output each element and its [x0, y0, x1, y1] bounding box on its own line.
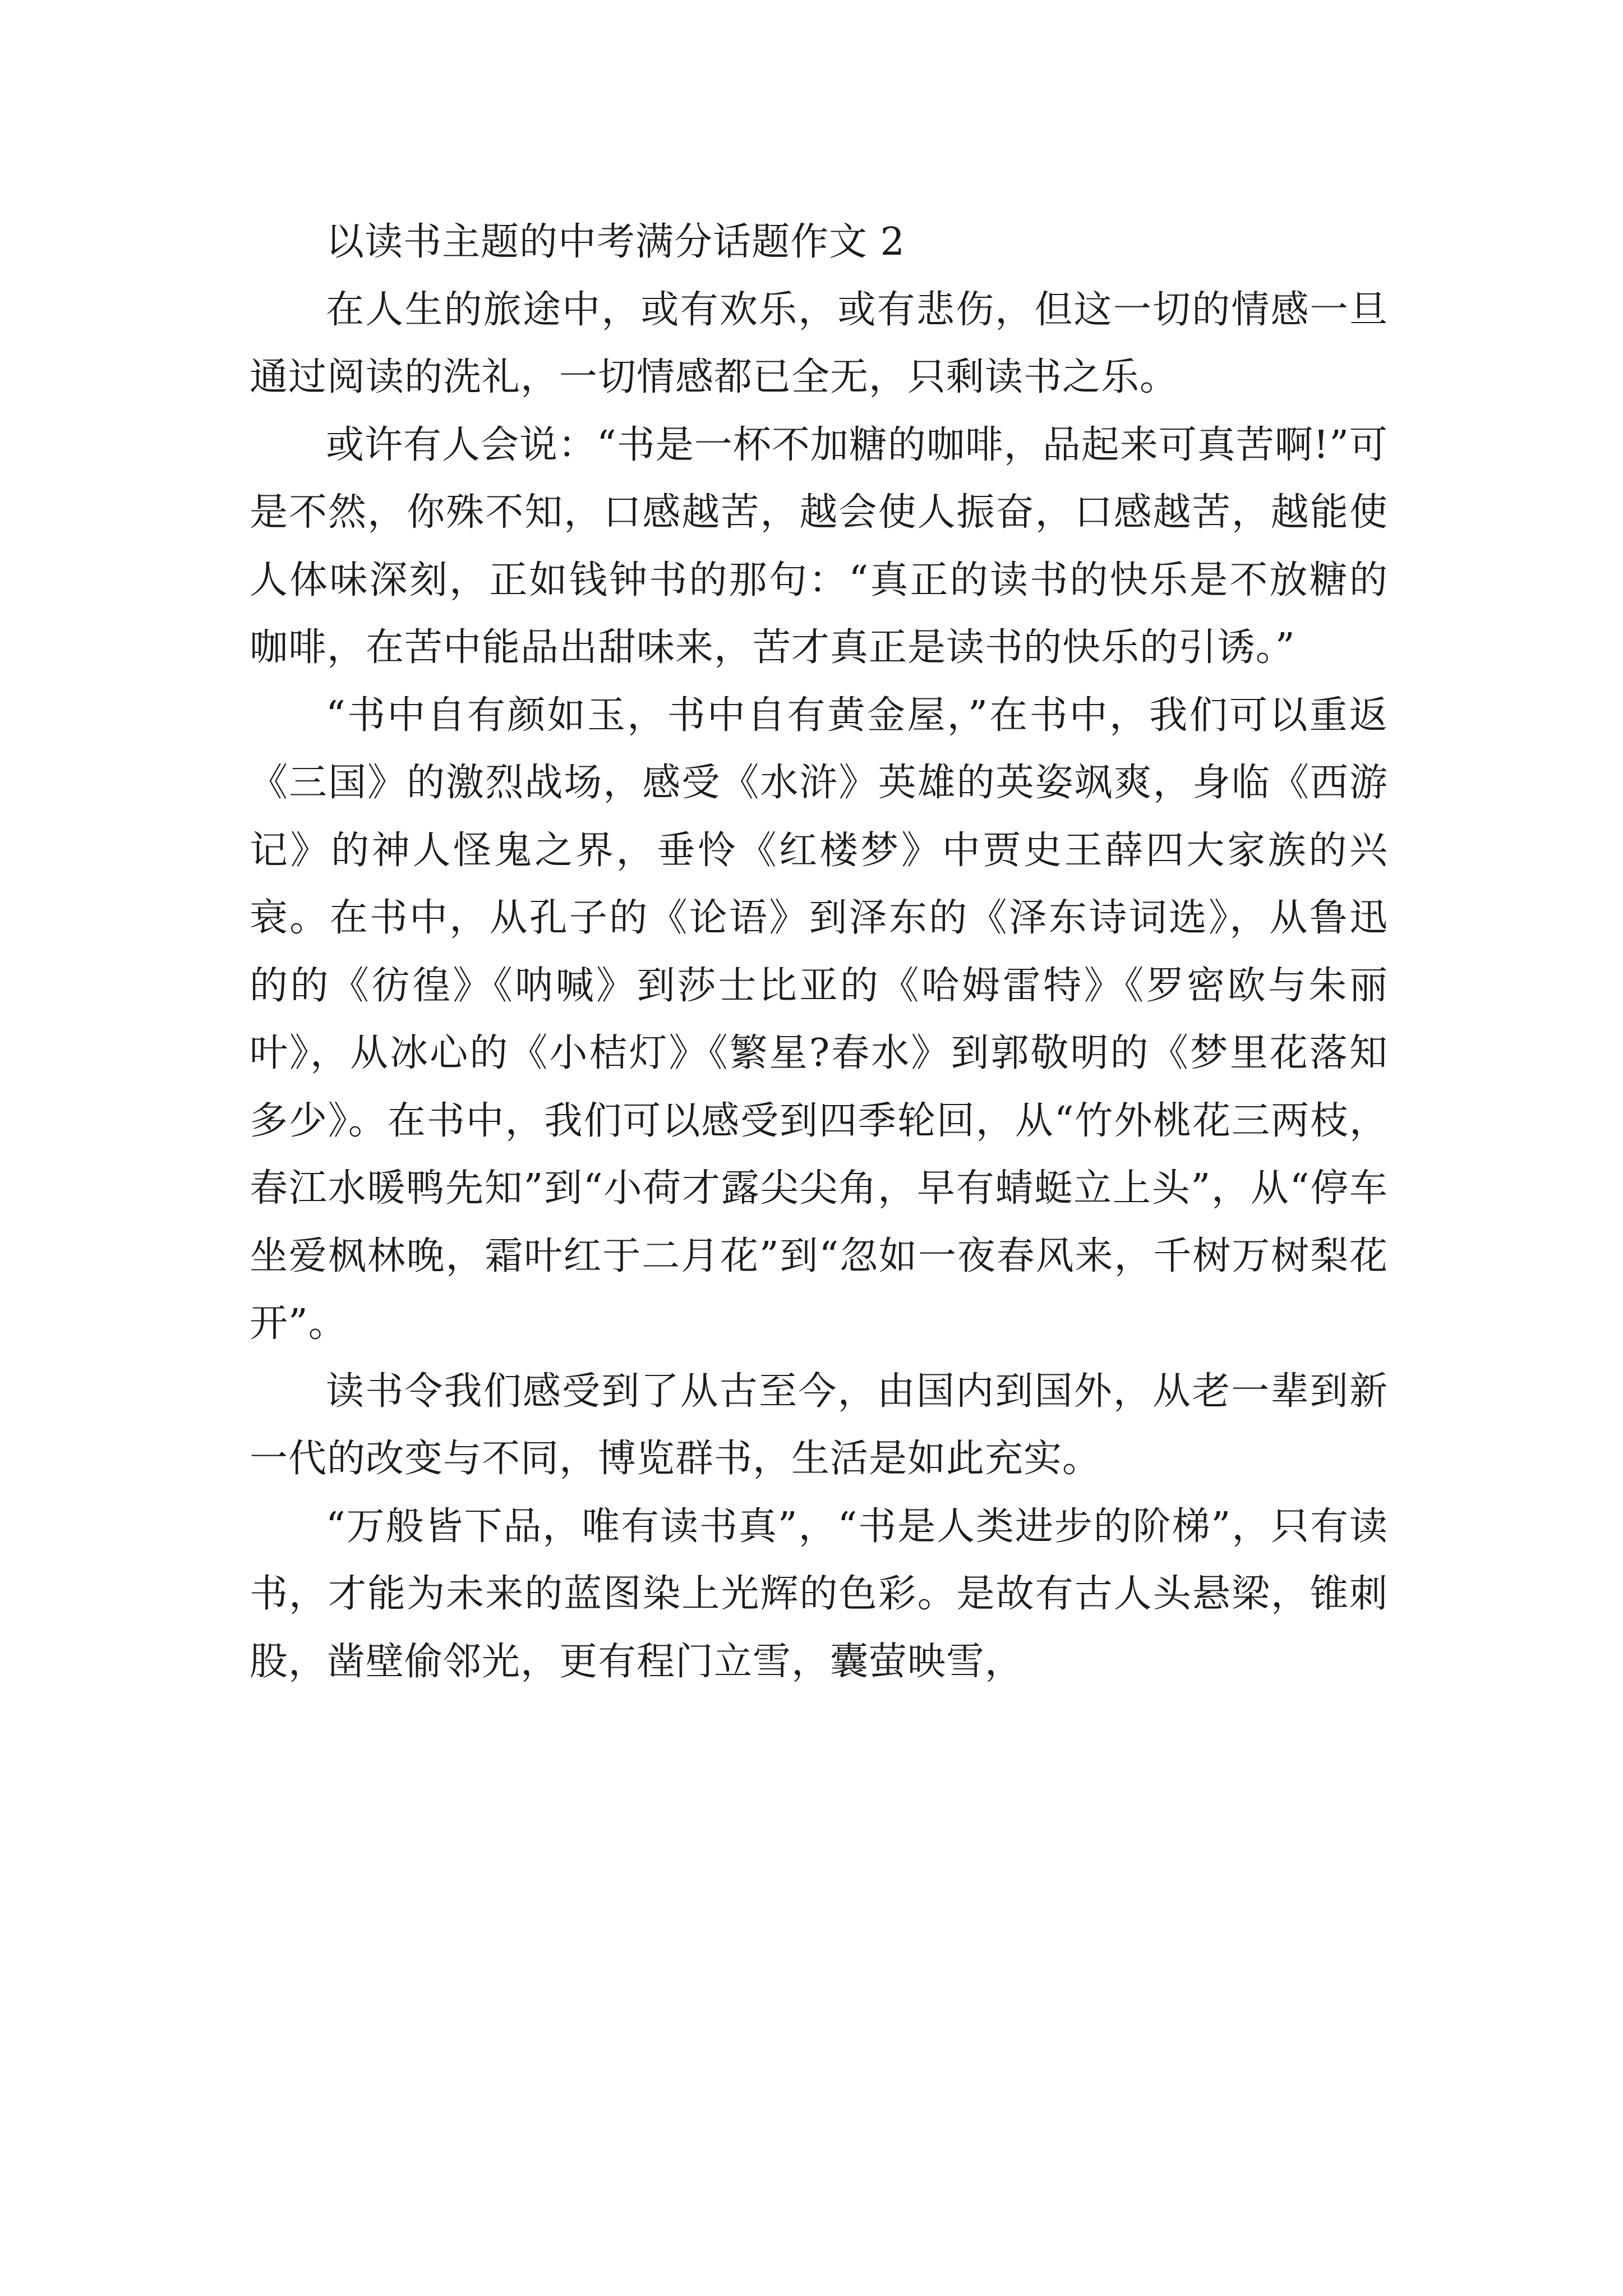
document-title: 以读书主题的中考满分话题作文 2: [326, 220, 905, 264]
paragraph: “万般皆下品，唯有读书真”，“书是人类进步的阶梯”，只有读书，才能为未来的蓝图染上光辉的色彩。是故有古人头悬梁，锥刺股，凿壁偷邻光，更有程门立雪，囊萤映雪，: [250, 1504, 1388, 1684]
paragraph: “书中自有颜如玉，书中自有黄金屋，”在书中，我们可以重返《三国》的激烈战场，感受《水浒》英雄的英姿飒爽，身临《西游记》的神人怪鬼之界，垂怜《红楼梦》中贾史王薛四大家族的兴衰。在书中，从孔子的《论语》到泽东的《泽东诗词选》，从鲁迅的的《彷徨》《呐喊》到莎士比亚的《哈姆雷特》《罗密欧与朱丽叶》，从冰心的《小桔灯》《繁星?春水》到郭敬明的《梦里花落知多少》。在书中，我们可以感受到四季轮回，从“竹外桃花三两枝，春江水暖鸭先知”到“小荷才露尖尖角，早有蜻蜓立上头”，从“停车坐爱枫林晚，霜叶红于二月花”到“忽如一夜春风来，千树万树梨花开”。: [250, 693, 1388, 1346]
paragraph: 或许有人会说：“书是一杯不加糖的咖啡，品起来可真苦啊!”可是不然，你殊不知，口感越苦，越会使人振奋，口感越苦，越能使人体味深刻，正如钱钟书的那句：“真正的读书的快乐是不放糖的咖啡，在苦中能品出甜味来，苦才真正是读书的快乐的引诱。”: [250, 422, 1388, 670]
paragraph: 读书令我们感受到了从古至今，由国内到国外，从老一辈到新一代的改变与不同，博览群书，生活是如此充实。: [250, 1369, 1388, 1481]
document-body: [250, 209, 1388, 1696]
paragraph: 在人生的旅途中，或有欢乐，或有悲伤，但这一切的情感一旦通过阅读的洗礼，一切情感都已全无，只剩读书之乐。: [250, 287, 1388, 399]
